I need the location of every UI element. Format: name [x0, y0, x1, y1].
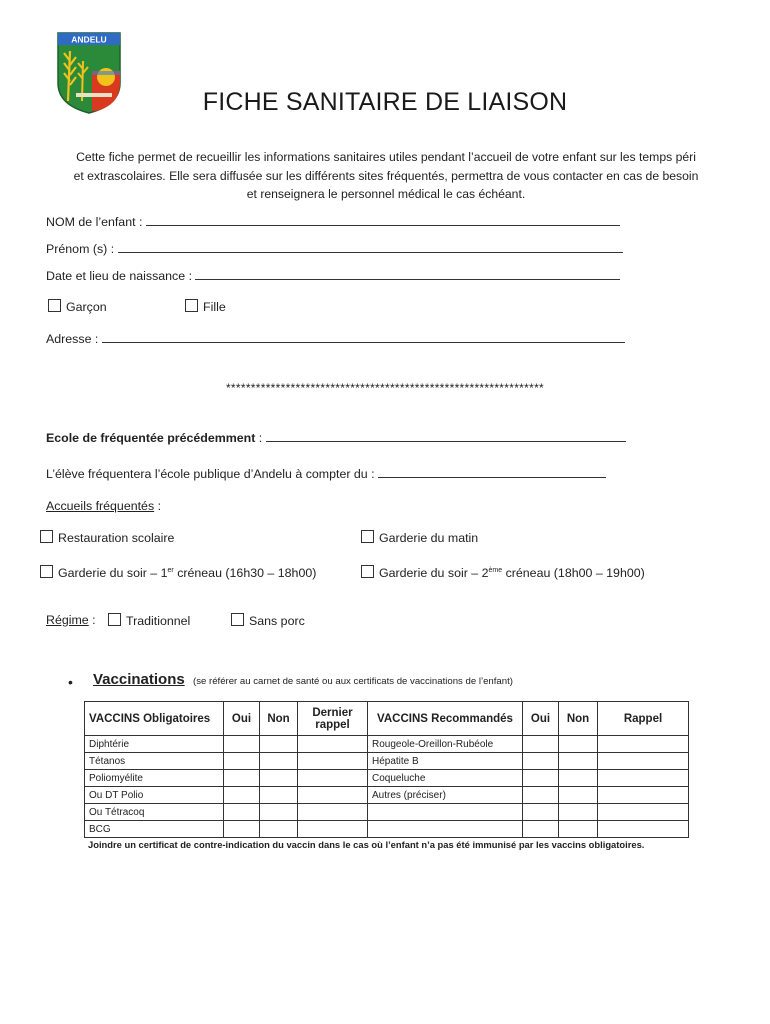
non-cell[interactable] — [559, 804, 598, 821]
header-vaccins-obligatoires: VACCINS Obligatoires — [85, 702, 224, 736]
page-title: FICHE SANITAIRE DE LIAISON — [202, 88, 568, 116]
oui-cell[interactable] — [224, 787, 260, 804]
rappel-cell[interactable] — [598, 787, 689, 804]
table-row — [85, 804, 689, 821]
dernier-rappel-cell[interactable] — [298, 736, 368, 753]
oui-cell[interactable] — [523, 787, 559, 804]
rappel-cell[interactable] — [598, 821, 689, 838]
non-cell[interactable] — [559, 787, 598, 804]
header-rappel: Rappel — [598, 702, 689, 736]
eleve-field — [46, 465, 606, 481]
separator-stars: **************************************************************** — [225, 381, 545, 395]
oui-cell[interactable] — [523, 821, 559, 838]
rappel-cell[interactable] — [598, 736, 689, 753]
eleve-input-line[interactable] — [378, 465, 606, 478]
vaccin-recommande-cell — [368, 804, 523, 821]
logo-text: ANDELU — [71, 34, 107, 45]
rappel-cell[interactable] — [598, 804, 689, 821]
traditionnel-option[interactable] — [108, 613, 190, 628]
accueils-colon: : — [154, 499, 162, 513]
regime-field — [46, 613, 96, 627]
vaccin-obligatoire-cell: Ou Tétracoq — [85, 804, 224, 821]
oui-cell[interactable] — [224, 804, 260, 821]
naissance-label: Date et lieu de naissance : — [46, 269, 196, 283]
non-cell[interactable] — [559, 736, 598, 753]
garcon-label: Garçon — [66, 300, 107, 314]
restauration-checkbox[interactable] — [40, 530, 53, 543]
non-cell[interactable] — [559, 753, 598, 770]
table-row — [85, 770, 689, 787]
vaccin-recommande-cell: Coqueluche — [368, 770, 523, 787]
non-cell[interactable] — [559, 770, 598, 787]
traditionnel-label: Traditionnel — [126, 614, 191, 628]
prenom-input-line[interactable] — [118, 240, 623, 253]
sans-porc-label: Sans porc — [249, 614, 305, 628]
vaccinations-note: (se référer au carnet de santé ou aux certificats de vaccinations de l’enfant) — [193, 676, 513, 687]
non-cell[interactable] — [260, 787, 298, 804]
vaccin-recommande-cell: Hépatite B — [368, 753, 523, 770]
adresse-field — [46, 330, 625, 346]
oui-cell[interactable] — [224, 821, 260, 838]
bullet-icon: • — [68, 674, 73, 690]
ecole-label: Ecole de fréquentée précédemment — [46, 431, 256, 445]
header-non-2: Non — [559, 702, 598, 736]
non-cell[interactable] — [260, 821, 298, 838]
restauration-option[interactable] — [40, 530, 174, 545]
ecole-field — [46, 429, 626, 445]
rappel-cell[interactable] — [598, 770, 689, 787]
non-cell[interactable] — [260, 736, 298, 753]
vaccinations-table — [84, 701, 689, 838]
accueils-label: Accueils fréquentés — [46, 499, 155, 513]
garderie-matin-label: Garderie du matin — [379, 531, 479, 545]
adresse-input-line[interactable] — [102, 330, 625, 343]
vaccin-obligatoire-cell: Diphtérie — [85, 736, 224, 753]
garderie-soir2-option[interactable] — [361, 565, 645, 580]
table-row — [85, 821, 689, 838]
oui-cell[interactable] — [523, 804, 559, 821]
rappel-cell[interactable] — [598, 753, 689, 770]
regime-label: Régime — [46, 613, 89, 627]
adresse-label: Adresse : — [46, 332, 102, 346]
prenom-field — [46, 240, 623, 256]
header-oui: Oui — [224, 702, 260, 736]
intro-line: Cette fiche permet de recueillir les informations sanitaires utiles pendant l’accueil de votre enfant sur les temps péri — [76, 150, 696, 164]
naissance-input-line[interactable] — [195, 267, 620, 280]
dernier-rappel-cell[interactable] — [298, 804, 368, 821]
table-header-row — [85, 702, 689, 736]
oui-cell[interactable] — [224, 770, 260, 787]
ecole-input-line[interactable] — [266, 429, 626, 442]
garderie-soir1-label: Garderie du soir – 1er créneau (16h30 – 18h00) — [58, 566, 317, 580]
dernier-rappel-cell[interactable] — [298, 770, 368, 787]
garderie-soir1-option[interactable] — [40, 565, 316, 580]
non-cell[interactable] — [260, 770, 298, 787]
vaccin-recommande-cell: Autres (préciser) — [368, 787, 523, 804]
header-dernier-rappel: Dernier rappel — [298, 702, 368, 736]
garderie-matin-option[interactable] — [361, 530, 478, 545]
garderie-matin-checkbox[interactable] — [361, 530, 374, 543]
intro-paragraph — [46, 148, 726, 204]
fille-checkbox[interactable] — [185, 299, 198, 312]
dernier-rappel-cell[interactable] — [298, 821, 368, 838]
oui-cell[interactable] — [224, 753, 260, 770]
vaccin-recommande-cell: Rougeole-Oreillon-Rubéole — [368, 736, 523, 753]
vaccinations-title: Vaccinations — [93, 671, 185, 688]
restauration-label: Restauration scolaire — [58, 531, 175, 545]
non-cell[interactable] — [260, 804, 298, 821]
table-row — [85, 736, 689, 753]
prenom-label: Prénom (s) : — [46, 242, 118, 256]
intro-line: et renseignera le personnel médical le cas échéant. — [246, 187, 526, 201]
vaccin-obligatoire-cell: Ou DT Polio — [85, 787, 224, 804]
garcon-option[interactable] — [48, 299, 107, 314]
table-row — [85, 787, 689, 804]
sans-porc-checkbox[interactable] — [231, 613, 244, 626]
vaccin-recommande-cell — [368, 821, 523, 838]
header-non: Non — [260, 702, 298, 736]
dernier-rappel-cell[interactable] — [298, 787, 368, 804]
fille-option[interactable] — [185, 299, 226, 314]
vaccin-obligatoire-cell: BCG — [85, 821, 224, 838]
nom-input-line[interactable] — [146, 213, 620, 226]
dernier-rappel-cell[interactable] — [298, 753, 368, 770]
header-oui-2: Oui — [523, 702, 559, 736]
traditionnel-checkbox[interactable] — [108, 613, 121, 626]
accueils-heading — [46, 499, 161, 513]
eleve-label: L’élève fréquentera l’école publique d’Andelu à compter du : — [46, 467, 379, 481]
fille-label: Fille — [203, 300, 226, 314]
vaccin-obligatoire-cell: Tétanos — [85, 753, 224, 770]
oui-cell[interactable] — [523, 753, 559, 770]
oui-cell[interactable] — [523, 736, 559, 753]
ecole-colon: : — [255, 431, 266, 445]
vaccinations-footnote: Joindre un certificat de contre-indication du vaccin dans le cas où l’enfant n’a pas été immunisé par les vaccins obligatoires. — [88, 839, 645, 850]
regime-colon: : — [88, 613, 96, 627]
garderie-soir2-label: Garderie du soir – 2ème créneau (18h00 – 19h00) — [379, 566, 645, 580]
garcon-checkbox[interactable] — [48, 299, 61, 312]
non-cell[interactable] — [559, 821, 598, 838]
table-row — [85, 753, 689, 770]
garderie-soir1-checkbox[interactable] — [40, 565, 53, 578]
header-vaccins-recommandes: VACCINS Recommandés — [368, 702, 523, 736]
sans-porc-option[interactable] — [231, 613, 305, 628]
oui-cell[interactable] — [523, 770, 559, 787]
garderie-soir2-checkbox[interactable] — [361, 565, 374, 578]
intro-line: et extrascolaires. Elle sera diffusée sur les différents sites fréquentés, permettra de vous contacter en cas de besoin — [73, 168, 699, 183]
oui-cell[interactable] — [224, 736, 260, 753]
naissance-field — [46, 267, 620, 283]
nom-field — [46, 213, 620, 229]
nom-label: NOM de l’enfant : — [46, 215, 146, 229]
non-cell[interactable] — [260, 753, 298, 770]
vaccin-obligatoire-cell: Poliomyélite — [85, 770, 224, 787]
